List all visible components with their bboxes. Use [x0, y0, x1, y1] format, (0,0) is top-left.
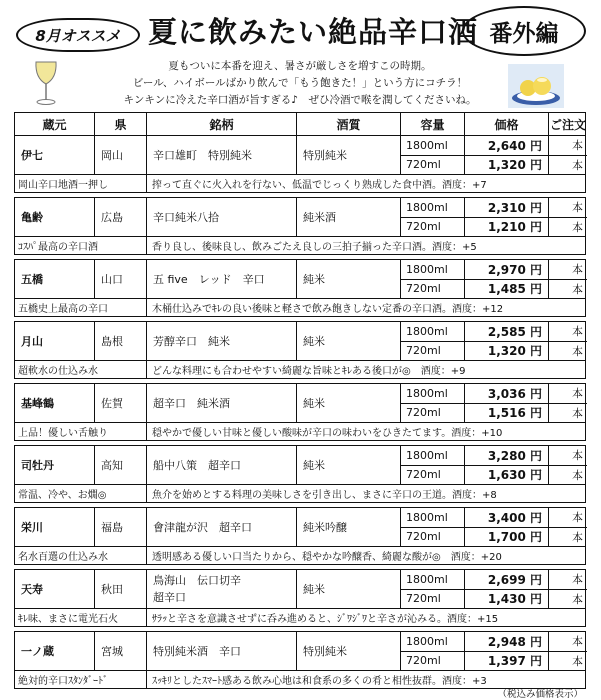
size-720: 720ml [406, 282, 441, 296]
col-brewery: 蔵元 [15, 113, 95, 135]
size-720: 720ml [406, 592, 441, 606]
sake-quality: 純米 [297, 260, 401, 298]
brewery-name: 栄川 [15, 508, 95, 546]
meigara-line: 辛口雄町 特別純米 [153, 148, 252, 162]
intro-line: 夏もついに本番を迎え、暑さが厳しさを増すこの時期。 [168, 60, 432, 72]
intro-line: ビール、ハイボールばかり飲んで「もう飽きた！」という方にコチラ！ [132, 77, 468, 89]
meigara-line: 特別純米酒 辛口 [153, 644, 241, 658]
size-1800: 1800ml [401, 446, 464, 466]
size-cell [401, 136, 465, 174]
tax-note: （税込み価格表示） [497, 689, 583, 700]
price-1800: 2,585 円 [465, 322, 548, 342]
prefecture: 秋田 [95, 570, 147, 608]
size-1800: 1800ml [401, 508, 464, 528]
order-720[interactable]: 本 [572, 654, 583, 668]
sake-quality: 純米 [297, 570, 401, 608]
prefecture: 高知 [95, 446, 147, 484]
order-cell[interactable] [549, 446, 587, 484]
sake-quality: 純米 [297, 446, 401, 484]
description: 木桶仕込みでｷﾚの良い後味と軽さで飲み飽きしない定番の辛口酒。酒度：+12 [152, 304, 504, 315]
description: 魚介を始めとする料理の美味しさを引き出し、まさに辛口の王道。酒度：+8 [152, 490, 497, 501]
wine-glass-icon [26, 58, 66, 108]
description: ｽｯｷﾘとしたｽﾏｰﾄ感ある飲み心地は和食系の多くの肴と相性抜群。酒度：+3 [152, 676, 487, 687]
price-1800: 2,699 円 [465, 570, 548, 590]
brewery-name: 亀齢 [15, 198, 95, 236]
sake-quality: 純米酒 [297, 198, 401, 236]
col-order: ご注文 [549, 117, 586, 132]
price-720: 1,210 円 [487, 220, 542, 235]
table-row [14, 445, 586, 503]
col-quality: 酒質 [297, 113, 401, 135]
prefecture: 広島 [95, 198, 147, 236]
order-1800[interactable]: 本 [549, 198, 587, 218]
order-1800[interactable]: 本 [549, 260, 587, 280]
price-cell [465, 322, 549, 360]
order-cell[interactable] [549, 322, 587, 360]
order-720[interactable]: 本 [572, 468, 583, 482]
order-cell[interactable] [549, 384, 587, 422]
price-720: 1,630 円 [487, 468, 542, 483]
month-tag: 8月オススメ [16, 18, 140, 52]
catchphrase: 上品！優しい舌触り [15, 423, 147, 440]
sake-table [14, 112, 586, 689]
order-720[interactable]: 本 [572, 530, 583, 544]
price-1800: 3,036 円 [465, 384, 548, 404]
meigara [147, 446, 297, 484]
order-cell[interactable] [549, 508, 587, 546]
brewery-name: 天寿 [15, 570, 95, 608]
size-1800: 1800ml [401, 570, 464, 590]
price-720: 1,485 円 [487, 282, 542, 297]
price-720: 1,320 円 [487, 344, 542, 359]
sake-quality: 特別純米 [297, 136, 401, 174]
brewery-name: 司牡丹 [15, 446, 95, 484]
order-1800[interactable]: 本 [549, 570, 587, 590]
size-cell [401, 446, 465, 484]
order-1800[interactable]: 本 [549, 322, 587, 342]
meigara-line: 船中八策 超辛口 [153, 458, 241, 472]
prefecture: 山口 [95, 260, 147, 298]
order-720[interactable]: 本 [572, 158, 583, 172]
order-1800[interactable]: 本 [549, 384, 587, 404]
price-1800: 3,280 円 [465, 446, 548, 466]
size-1800: 1800ml [401, 384, 464, 404]
size-720: 720ml [406, 158, 441, 172]
description: ｻﾗｯと辛さを意識させずに呑み進めると、ｼﾞﾜｼﾞﾜと辛さが沁みる。酒度：+15 [152, 614, 499, 625]
meigara [147, 322, 297, 360]
price-1800: 2,640 円 [465, 136, 548, 156]
size-1800: 1800ml [401, 136, 464, 156]
order-720[interactable]: 本 [572, 282, 583, 296]
description: 香り良し、後味良し、飲みごたえ良しの三拍子揃った辛口酒。酒度：+5 [152, 242, 477, 253]
size-cell [401, 322, 465, 360]
size-720: 720ml [406, 530, 441, 544]
size-720: 720ml [406, 220, 441, 234]
price-cell [465, 446, 549, 484]
order-720[interactable]: 本 [572, 592, 583, 606]
meigara-line: 超辛口 純米酒 [153, 396, 230, 410]
size-720: 720ml [406, 468, 441, 482]
order-cell[interactable] [549, 198, 587, 236]
col-pref: 県 [95, 113, 147, 135]
table-row [14, 507, 586, 565]
sake-quality: 純米 [297, 384, 401, 422]
catchphrase: ｺｽﾊﾟ最高の辛口酒 [15, 237, 147, 254]
catchphrase: 五橋史上最高の辛口 [15, 299, 147, 316]
price-720: 1,516 円 [487, 406, 542, 421]
prefecture: 宮城 [95, 632, 147, 670]
prefecture: 岡山 [95, 136, 147, 174]
meigara [147, 260, 297, 298]
intro-line: キンキンに冷えた辛口酒が旨すぎる♪ ぜひ冷酒で喉を潤してくださいね。 [123, 94, 477, 106]
price-1800: 2,948 円 [465, 632, 548, 652]
price-720: 1,700 円 [487, 530, 542, 545]
meigara-line: 辛口純米八拾 [153, 210, 219, 224]
header [0, 0, 601, 114]
brewery-name: 月山 [15, 322, 95, 360]
prefecture: 佐賀 [95, 384, 147, 422]
description: 穏やかで優しい甘味と優しい酸味が辛口の味わいをひきたてます。酒度：+10 [152, 428, 503, 439]
meigara [147, 136, 297, 174]
size-720: 720ml [406, 406, 441, 420]
size-cell [401, 198, 465, 236]
col-size: 容量 [401, 113, 465, 135]
order-cell[interactable] [549, 260, 587, 298]
price-cell [465, 570, 549, 608]
catchphrase: ｷﾚ味、まさに電光石火 [15, 609, 147, 626]
intro-text [100, 58, 500, 109]
bangai-badge: 番外編 [462, 6, 586, 56]
meigara-line: 超辛口 [153, 591, 186, 604]
sake-quality: 特別純米 [297, 632, 401, 670]
catchphrase: 超軟水の仕込み水 [15, 361, 147, 378]
table-row [14, 631, 586, 689]
table-row [14, 569, 586, 627]
prefecture: 島根 [95, 322, 147, 360]
order-720[interactable]: 本 [572, 406, 583, 420]
size-cell [401, 632, 465, 670]
size-1800: 1800ml [401, 198, 464, 218]
size-720: 720ml [406, 344, 441, 358]
price-cell [465, 136, 549, 174]
size-1800: 1800ml [401, 260, 464, 280]
table-row [14, 383, 586, 441]
brewery-name: 伊七 [15, 136, 95, 174]
order-1800[interactable]: 本 [549, 508, 587, 528]
size-cell [401, 570, 465, 608]
sake-quality: 純米吟醸 [297, 508, 401, 546]
size-cell [401, 384, 465, 422]
price-720: 1,430 円 [487, 592, 542, 607]
catchphrase: 絶対的辛口ｽﾀﾝﾀﾞｰﾄﾞ [15, 671, 147, 688]
order-720[interactable]: 本 [572, 344, 583, 358]
order-cell[interactable] [549, 570, 587, 608]
meigara-line: 鳥海山 伝口切辛 [153, 574, 241, 587]
meigara [147, 384, 297, 422]
brewery-name: 基峰鶴 [15, 384, 95, 422]
table-row [14, 197, 586, 255]
prefecture: 福島 [95, 508, 147, 546]
price-cell [465, 198, 549, 236]
order-1800[interactable]: 本 [549, 136, 587, 156]
order-720[interactable]: 本 [572, 220, 583, 234]
price-cell [465, 384, 549, 422]
brewery-name: 五橋 [15, 260, 95, 298]
meigara [147, 632, 297, 670]
table-row [14, 259, 586, 317]
table-header [14, 112, 586, 136]
description: 透明感ある優しい口当たりから、穏やかな吟醸香、綺麗な酸が◎ 酒度：+20 [152, 552, 502, 563]
price-720: 1,397 円 [487, 654, 542, 669]
brewery-name: 一ノ蔵 [15, 632, 95, 670]
sake-quality: 純米 [297, 322, 401, 360]
order-cell[interactable] [549, 136, 587, 174]
catchphrase: 常温、冷や、お燗◎ [15, 485, 147, 502]
meigara [147, 570, 297, 608]
meigara-line: 芳醇辛口 純米 [153, 334, 230, 348]
description: 搾って直ぐに火入れを行ない、低温でじっくり熟成した食中酒。酒度：+7 [152, 180, 487, 191]
order-1800[interactable]: 本 [549, 446, 587, 466]
price-1800: 2,310 円 [465, 198, 548, 218]
price-cell [465, 508, 549, 546]
price-cell [465, 632, 549, 670]
size-1800: 1800ml [401, 322, 464, 342]
col-meigara: 銘柄 [147, 113, 297, 135]
meigara-line: 五 five レッド 辛口 [153, 272, 265, 286]
price-1800: 3,400 円 [465, 508, 548, 528]
catchphrase: 岡山辛口地酒一押し [15, 175, 147, 192]
size-cell [401, 260, 465, 298]
order-1800[interactable]: 本 [549, 632, 587, 652]
table-row [14, 321, 586, 379]
price-cell [465, 260, 549, 298]
size-cell [401, 508, 465, 546]
catchphrase: 名水百選の仕込み水 [15, 547, 147, 564]
size-1800: 1800ml [401, 632, 464, 652]
order-cell[interactable] [549, 632, 587, 670]
page-title: 夏に飲みたい絶品辛口酒 [148, 15, 479, 49]
col-price: 価格 [465, 113, 549, 135]
dessert-icon [508, 64, 564, 108]
size-720: 720ml [406, 654, 441, 668]
meigara-line: 會津龍が沢 超辛口 [153, 520, 252, 534]
price-720: 1,320 円 [487, 158, 542, 173]
meigara [147, 508, 297, 546]
description: どんな料理にも合わせやすい綺麗な旨味とｷﾚある後口が◎ 酒度：+9 [152, 366, 466, 377]
meigara [147, 198, 297, 236]
table-row [14, 136, 586, 193]
price-1800: 2,970 円 [465, 260, 548, 280]
